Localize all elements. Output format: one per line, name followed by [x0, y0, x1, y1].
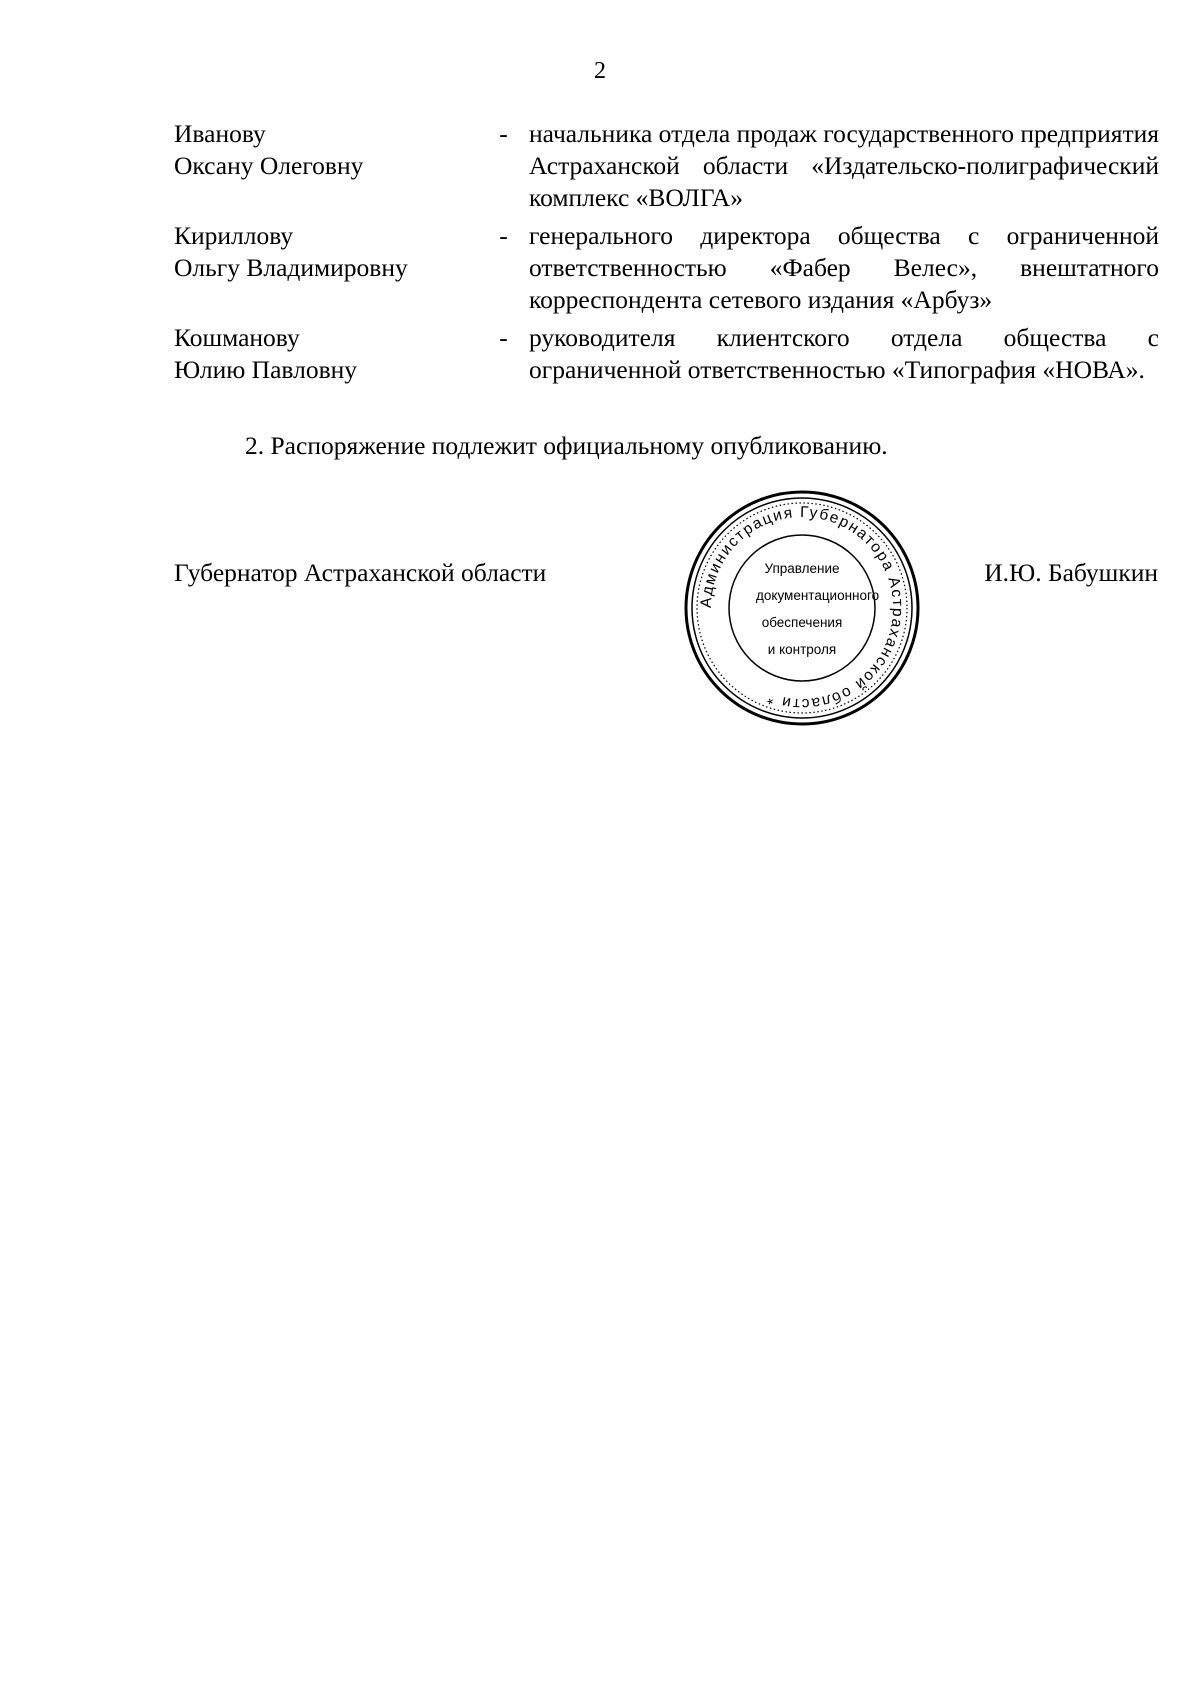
member-given-names: Оксану Олеговну: [174, 151, 364, 180]
member-row: [174, 322, 1159, 386]
member-name: [174, 220, 486, 284]
member-row: [174, 220, 1159, 316]
member-surname: Иванову: [174, 119, 266, 148]
clause-2: 2. Распоряжение подлежит официальному опубликованию.: [245, 431, 888, 460]
member-name: [174, 118, 486, 182]
member-given-names: Юлию Павловну: [174, 355, 358, 384]
member-surname: Кошманову: [174, 323, 300, 352]
stamp-center-line: Управление: [764, 561, 840, 576]
stamp-center-line: обеспечения: [761, 615, 843, 630]
member-description: генерального директора общества с ограниченной ответственностью «Фабер Велес», внештатного корреспондента сетевого издания «Арбуз»: [529, 221, 1159, 314]
svg-text:Администрация Губернатора Астр: Администрация Губернатора Астраханской области *: [697, 503, 907, 713]
member-dash: -: [499, 323, 508, 352]
members-list: [174, 118, 1159, 392]
stamp-center-line: документационного: [756, 588, 880, 603]
member-dash: -: [499, 119, 508, 148]
member-row: [174, 118, 1159, 214]
signature-name: И.Ю. Бабушкин: [984, 558, 1158, 587]
member-dash: -: [499, 221, 508, 250]
member-surname: Кириллову: [174, 221, 294, 250]
stamp-center-text: [756, 555, 880, 663]
signature-position: Губернатор Астраханской области: [174, 558, 547, 587]
official-stamp: [682, 488, 922, 728]
member-description: руководителя клиентского отдела общества с ограниченной ответственностью «Типография «НОВА».: [529, 323, 1159, 384]
member-given-names: Ольгу Владимировну: [174, 253, 408, 282]
stamp-center-line: и контроля: [767, 642, 837, 657]
page-number: 2: [594, 58, 606, 84]
member-name: [174, 322, 486, 386]
member-description: начальника отдела продаж государственного предприятия Астраханской области «Издательско-полиграфический комплекс «ВОЛГА»: [529, 119, 1159, 212]
